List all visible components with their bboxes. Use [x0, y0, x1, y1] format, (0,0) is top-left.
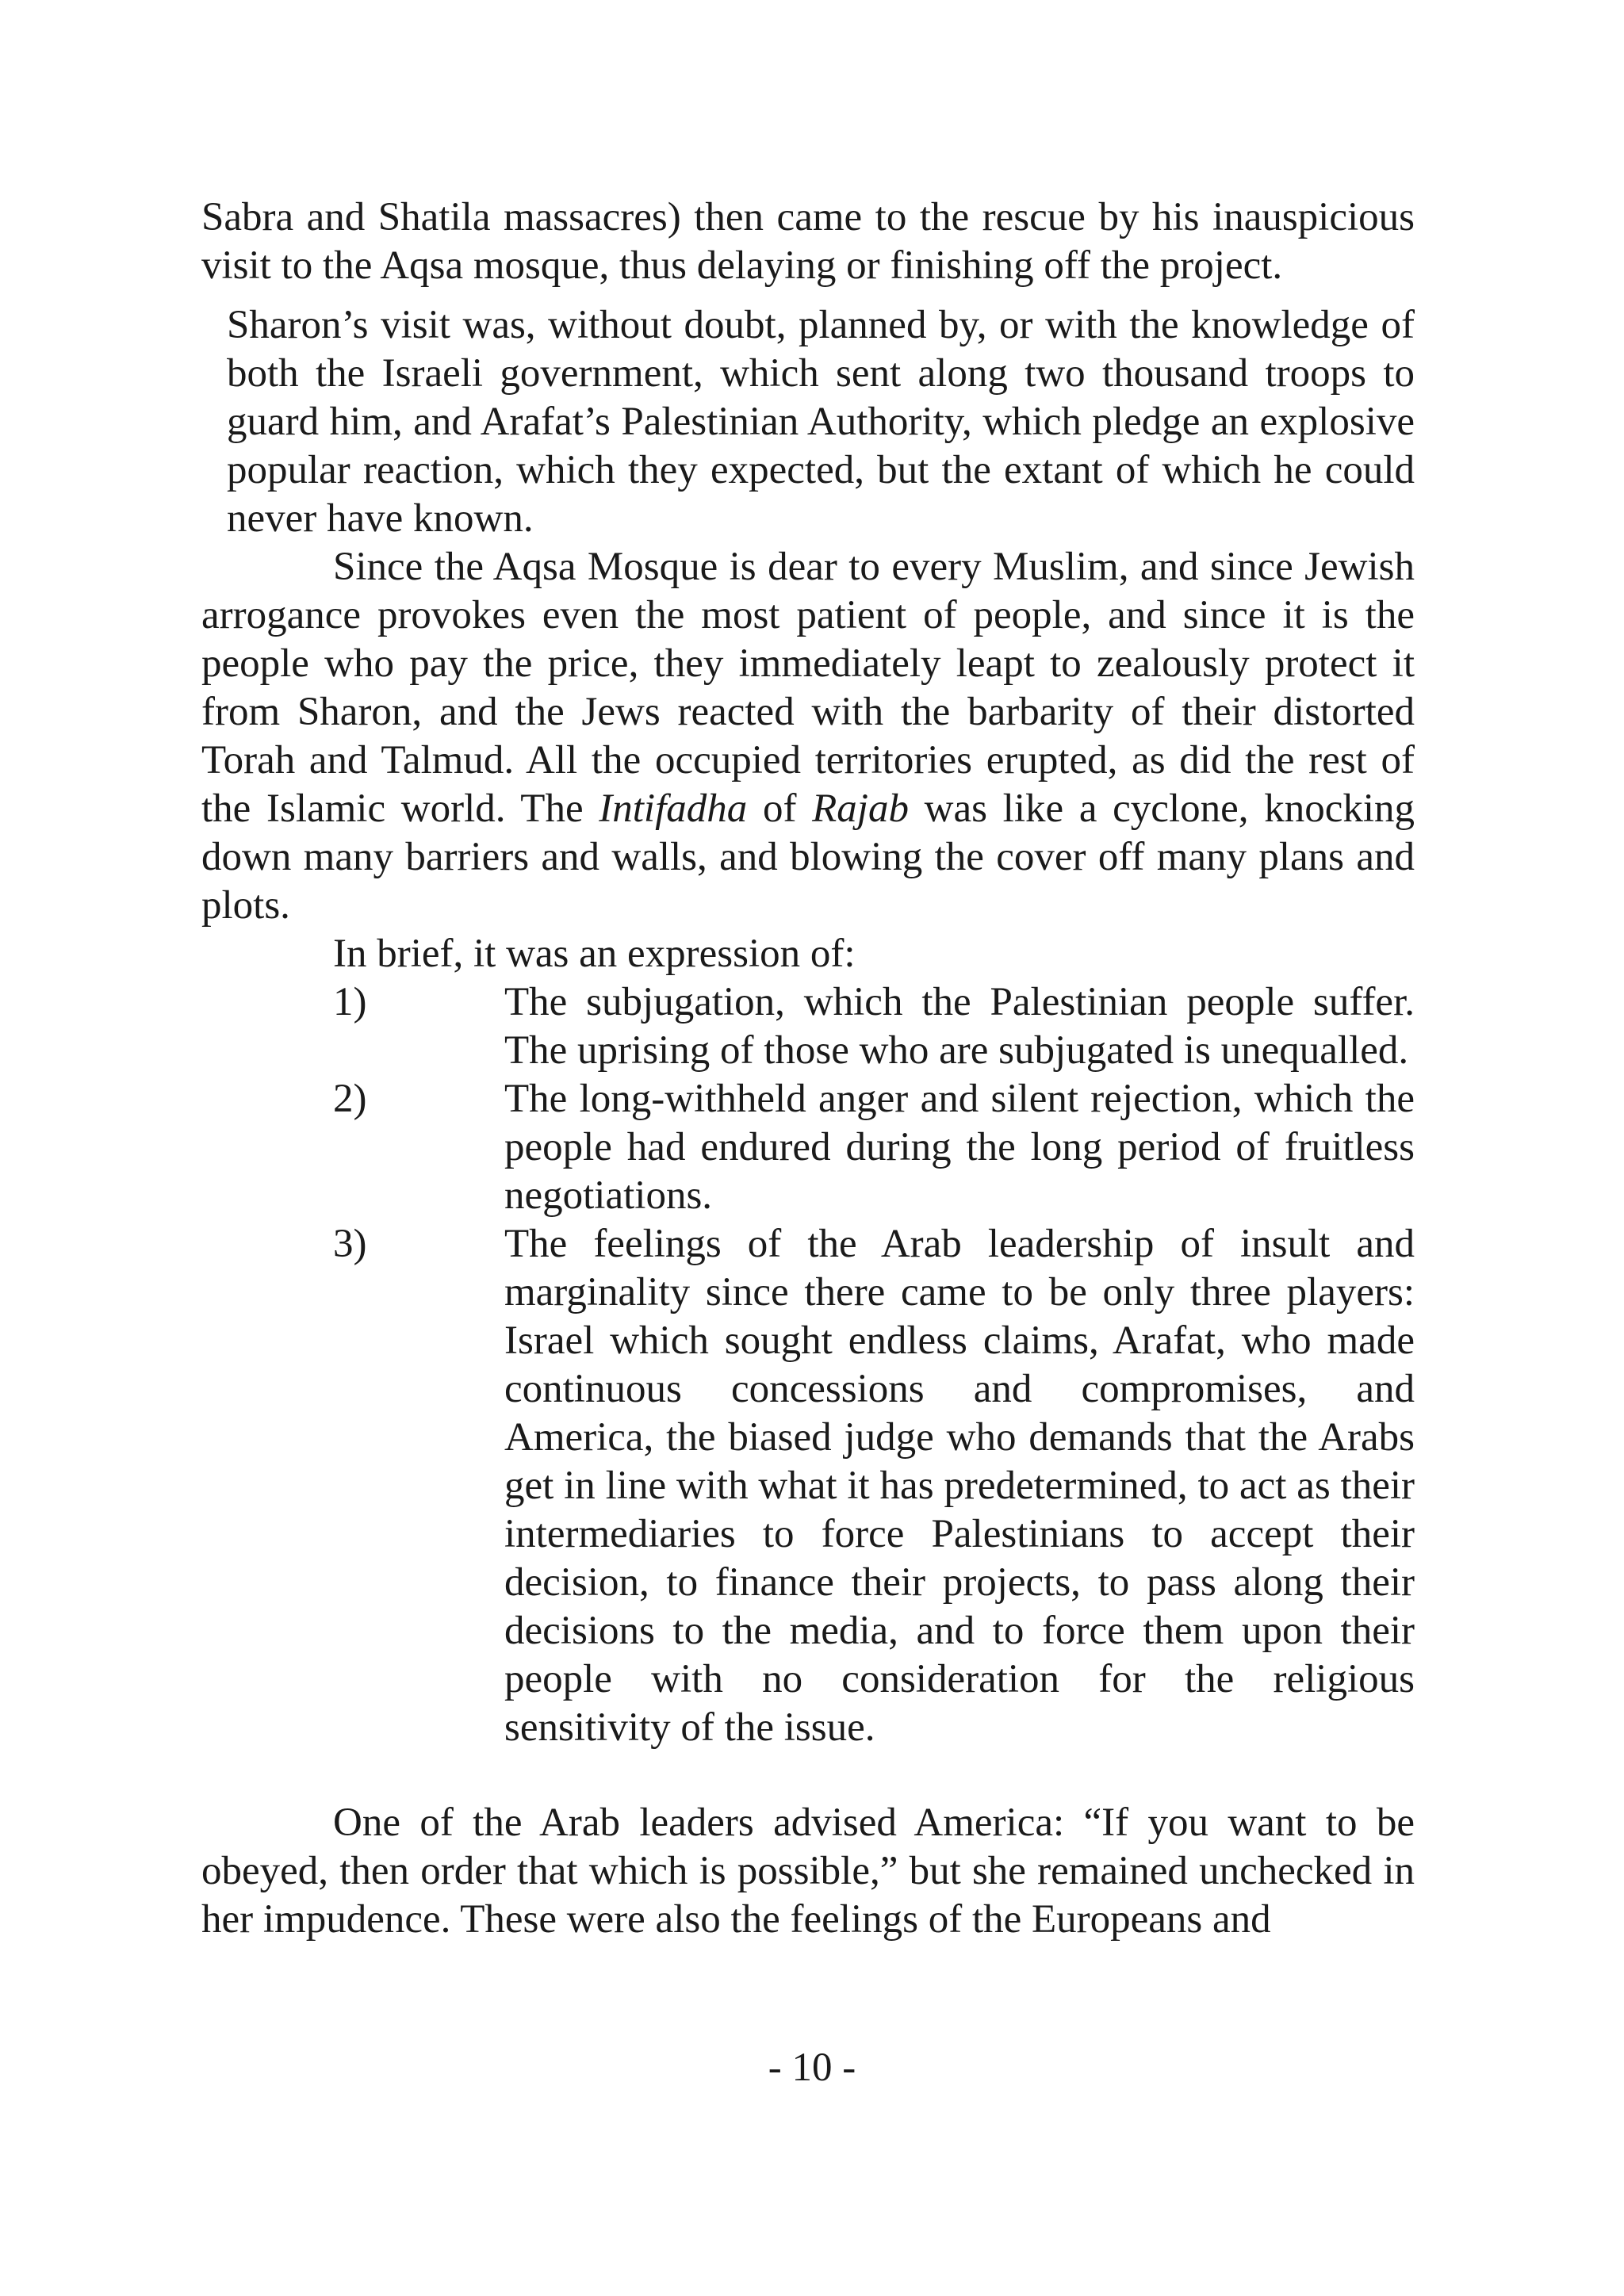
list-item	[201, 1220, 1415, 1752]
paragraph-aqsa-mosque	[201, 543, 1415, 930]
list-item-number: 1)	[333, 980, 367, 1024]
page-number: - 10 -	[768, 2045, 856, 2090]
paragraph-aqsa-text-c: was like a cyclone, knocking down many barriers and walls, and blowing the cover off many plans and plots.	[201, 786, 1415, 928]
list-item-text: The subjugation, which the Palestinian people suffer. The uprising of those who are subjugated is unequalled.	[504, 980, 1415, 1073]
paragraph-opening: Sabra and Shatila massacres) then came to the rescue by his inauspicious visit to the Aqsa mosque, thus delaying or finishing off the project.	[201, 195, 1415, 288]
list-item-text: The long-withheld anger and silent rejection, which the people had endured during the long period of fruitless negotiations.	[504, 1077, 1415, 1218]
numbered-list	[201, 978, 1415, 1752]
list-intro: In brief, it was an expression of:	[333, 932, 856, 976]
paragraph-aqsa-text-b: of	[747, 786, 813, 831]
list-item	[201, 1075, 1415, 1220]
paragraph-sharon-visit: Sharon’s visit was, without doubt, planned by, or with the knowledge of both the Israeli government, which sent along two thousand troops to guard him, and Arafat’s Palestinian Authority, which pledge an explosive popular reaction, which they expected, but the extant of which he could never have known.	[227, 303, 1415, 541]
list-item-number: 3)	[333, 1222, 367, 1266]
paragraph-aqsa-text-a: Since the Aqsa Mosque is dear to every Muslim, and since Jewish arrogance provokes even the most patient of people, and since it is the people who pay the price, they immediately leapt to zealously protect it from Sharon, and the Jews reacted with the barbarity of their distorted Torah and Talmud. All the occupied territories erupted, as did the rest of the Islamic world. The	[201, 545, 1415, 831]
page-body	[201, 193, 1415, 1944]
term-intifadha: Intifadha	[599, 786, 748, 831]
list-item	[201, 978, 1415, 1075]
list-item-number: 2)	[333, 1077, 367, 1121]
list-item-text: The feelings of the Arab leadership of insult and marginality since there came to be only three players: Israel which sought endless claims, Arafat, who made continuous concessions and compromises, and America, the biased judge who demands that the Arabs get in line with what it has predetermined, to act as their intermediaries to force Palestinians to accept their decision, to finance their projects, to pass along their decisions to the media, and to force them upon their people with no consideration for the religious sensitivity of the issue.	[504, 1222, 1415, 1750]
paragraph-closing: One of the Arab leaders advised America: “If you want to be obeyed, then order that which is possible,” but she remained unchecked in her impudence. These were also the feelings of the Europeans and	[201, 1800, 1415, 1942]
section-spacer	[201, 1752, 1415, 1799]
term-rajab: Rajab	[812, 786, 909, 831]
